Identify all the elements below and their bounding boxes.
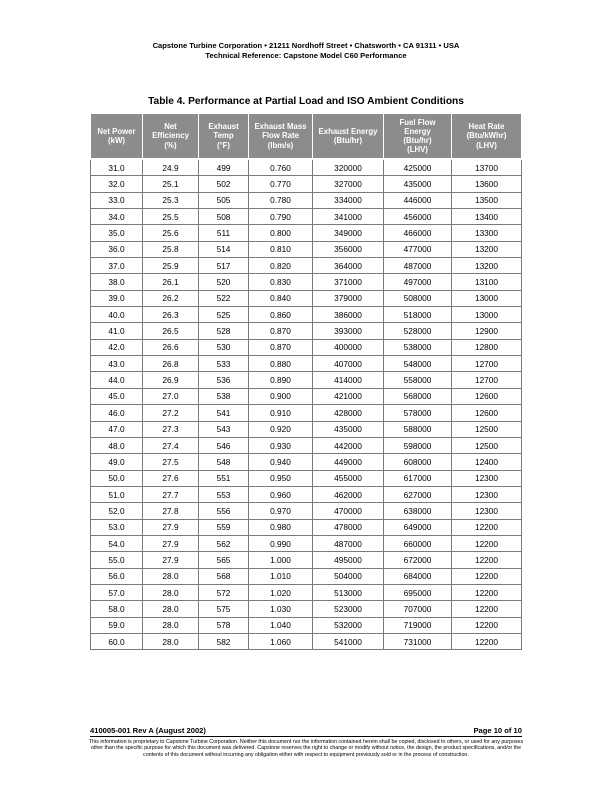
table-cell: 26.8 <box>143 356 199 372</box>
table-cell: 46.0 <box>91 405 143 421</box>
table-row <box>91 274 522 290</box>
table-cell: 400000 <box>313 339 384 355</box>
table-row <box>91 437 522 453</box>
table-cell: 504000 <box>313 568 384 584</box>
table-cell: 371000 <box>313 274 384 290</box>
table-cell: 27.9 <box>143 535 199 551</box>
table-cell: 28.0 <box>143 568 199 584</box>
table-cell: 55.0 <box>91 552 143 568</box>
table-cell: 13500 <box>452 192 522 208</box>
table-cell: 478000 <box>313 519 384 535</box>
table-cell: 508000 <box>384 290 452 306</box>
table-row <box>91 584 522 600</box>
table-cell: 26.1 <box>143 274 199 290</box>
table-cell: 47.0 <box>91 421 143 437</box>
page-header <box>0 41 612 61</box>
table-cell: 12200 <box>452 519 522 535</box>
table-cell: 12200 <box>452 617 522 633</box>
table-row <box>91 568 522 584</box>
table-cell: 517 <box>199 258 249 274</box>
table-cell: 341000 <box>313 209 384 225</box>
table-row <box>91 290 522 306</box>
column-header <box>313 114 384 159</box>
table-cell: 27.2 <box>143 405 199 421</box>
table-cell: 565 <box>199 552 249 568</box>
table-cell: 543 <box>199 421 249 437</box>
table-cell: 356000 <box>313 241 384 257</box>
column-header <box>91 114 143 159</box>
table-row <box>91 617 522 633</box>
table-cell: 334000 <box>313 192 384 208</box>
footer-divider <box>90 736 522 737</box>
table-cell: 12600 <box>452 388 522 404</box>
table-cell: 568000 <box>384 388 452 404</box>
table-cell: 428000 <box>313 405 384 421</box>
table-cell: 0.870 <box>249 323 313 339</box>
table-cell: 505 <box>199 192 249 208</box>
table-cell: 466000 <box>384 225 452 241</box>
table-cell: 12200 <box>452 633 522 649</box>
table-cell: 379000 <box>313 290 384 306</box>
table-cell: 52.0 <box>91 503 143 519</box>
table-cell: 435000 <box>384 176 452 192</box>
column-header-line: (kW) <box>108 136 125 145</box>
table-cell: 49.0 <box>91 454 143 470</box>
table-row <box>91 356 522 372</box>
table-cell: 435000 <box>313 421 384 437</box>
table-cell: 13700 <box>452 159 522 176</box>
table-cell: 638000 <box>384 503 452 519</box>
table-cell: 0.880 <box>249 356 313 372</box>
table-cell: 731000 <box>384 633 452 649</box>
table-cell: 541000 <box>313 633 384 649</box>
table-cell: 425000 <box>384 159 452 176</box>
table-cell: 13100 <box>452 274 522 290</box>
table-cell: 0.800 <box>249 225 313 241</box>
column-header <box>143 114 199 159</box>
column-header-line: (lbm/s) <box>267 140 294 150</box>
column-header-line: (LHV) <box>476 140 497 150</box>
table-row <box>91 601 522 617</box>
table-cell: 28.0 <box>143 617 199 633</box>
column-header-line: Exhaust <box>208 122 239 132</box>
table-cell: 56.0 <box>91 568 143 584</box>
table-cell: 1.060 <box>249 633 313 649</box>
table-cell: 27.9 <box>143 519 199 535</box>
table-cell: 41.0 <box>91 323 143 339</box>
table-cell: 548 <box>199 454 249 470</box>
table-cell: 1.040 <box>249 617 313 633</box>
column-header <box>199 114 249 159</box>
table-cell: 26.3 <box>143 307 199 323</box>
table-cell: 28.0 <box>143 584 199 600</box>
table-cell: 0.930 <box>249 437 313 453</box>
column-header-line: Exhaust Mass <box>254 122 307 132</box>
table-cell: 13600 <box>452 176 522 192</box>
table-cell: 50.0 <box>91 470 143 486</box>
table-row <box>91 454 522 470</box>
table-cell: 553 <box>199 486 249 502</box>
column-header-line: Temp <box>213 131 234 141</box>
table-cell: 12200 <box>452 568 522 584</box>
table-cell: 27.7 <box>143 486 199 502</box>
table-cell: 24.9 <box>143 159 199 176</box>
column-header <box>452 114 522 159</box>
table-cell: 421000 <box>313 388 384 404</box>
table-title: Table 4. Performance at Partial Load and ISO Ambient Conditions <box>148 96 464 107</box>
table-cell: 487000 <box>384 258 452 274</box>
table-cell: 0.860 <box>249 307 313 323</box>
table-cell: 0.780 <box>249 192 313 208</box>
table-row <box>91 388 522 404</box>
table-cell: 649000 <box>384 519 452 535</box>
table-cell: 562 <box>199 535 249 551</box>
column-header-line: (Btu/hr) <box>333 136 363 145</box>
table-cell: 523000 <box>313 601 384 617</box>
table-cell: 12900 <box>452 323 522 339</box>
table-row <box>91 470 522 486</box>
table-cell: 660000 <box>384 535 452 551</box>
column-header-line: Net Power <box>97 126 136 136</box>
column-header <box>384 114 452 159</box>
header-address: Capstone Turbine Corporation • 21211 Nordhoff Street • Chatsworth • CA 91311 • USA <box>152 41 460 50</box>
table-cell: 455000 <box>313 470 384 486</box>
table-cell: 536 <box>199 372 249 388</box>
table-cell: 34.0 <box>91 209 143 225</box>
table-cell: 12200 <box>452 584 522 600</box>
table-cell: 0.760 <box>249 159 313 176</box>
table-cell: 33.0 <box>91 192 143 208</box>
table-cell: 1.010 <box>249 568 313 584</box>
column-header-line: (Btu/kWhr) <box>466 131 507 141</box>
table-cell: 528000 <box>384 323 452 339</box>
table-cell: 57.0 <box>91 584 143 600</box>
table-cell: 59.0 <box>91 617 143 633</box>
table-row <box>91 519 522 535</box>
table-cell: 556 <box>199 503 249 519</box>
table-cell: 530 <box>199 339 249 355</box>
column-header <box>249 114 313 159</box>
table-row <box>91 503 522 519</box>
table-cell: 559 <box>199 519 249 535</box>
table-cell: 513000 <box>313 584 384 600</box>
table-cell: 582 <box>199 633 249 649</box>
table-cell: 31.0 <box>91 159 143 176</box>
column-header-line: Fuel Flow <box>399 117 436 127</box>
column-header-line: (LHV) <box>407 145 428 155</box>
document-id: 410005-001 Rev A (August 2002) <box>90 726 206 735</box>
table-cell: 32.0 <box>91 176 143 192</box>
table-cell: 43.0 <box>91 356 143 372</box>
table-cell: 25.9 <box>143 258 199 274</box>
table-cell: 0.840 <box>249 290 313 306</box>
table-cell: 28.0 <box>143 601 199 617</box>
table-row <box>91 241 522 257</box>
table-cell: 12200 <box>452 535 522 551</box>
table-cell: 487000 <box>313 535 384 551</box>
table-cell: 499 <box>199 159 249 176</box>
table-cell: 0.960 <box>249 486 313 502</box>
table-cell: 608000 <box>384 454 452 470</box>
table-cell: 0.940 <box>249 454 313 470</box>
table-cell: 27.4 <box>143 437 199 453</box>
table-cell: 598000 <box>384 437 452 453</box>
table-cell: 12400 <box>452 454 522 470</box>
table-cell: 568 <box>199 568 249 584</box>
table-cell: 27.9 <box>143 552 199 568</box>
table-cell: 0.950 <box>249 470 313 486</box>
table-cell: 541 <box>199 405 249 421</box>
table-cell: 695000 <box>384 584 452 600</box>
table-cell: 12700 <box>452 372 522 388</box>
table-cell: 558000 <box>384 372 452 388</box>
table-cell: 35.0 <box>91 225 143 241</box>
table-cell: 627000 <box>384 486 452 502</box>
table-cell: 27.0 <box>143 388 199 404</box>
table-cell: 28.0 <box>143 633 199 649</box>
table-cell: 12800 <box>452 339 522 355</box>
table-cell: 12300 <box>452 503 522 519</box>
table-cell: 12600 <box>452 405 522 421</box>
table-row <box>91 405 522 421</box>
table-row <box>91 209 522 225</box>
column-header-line: (Btu/hr) <box>403 136 432 145</box>
column-header-line: Flow Rate <box>262 131 299 141</box>
table-cell: 44.0 <box>91 372 143 388</box>
table-cell: 672000 <box>384 552 452 568</box>
table-cell: 719000 <box>384 617 452 633</box>
table-cell: 522 <box>199 290 249 306</box>
table-row <box>91 535 522 551</box>
table-cell: 13400 <box>452 209 522 225</box>
table-cell: 578000 <box>384 405 452 421</box>
column-header-line: Exhaust Energy <box>318 126 378 136</box>
column-header-line: Efficiency <box>152 131 189 141</box>
table-cell: 13300 <box>452 225 522 241</box>
table-cell: 578 <box>199 617 249 633</box>
table-cell: 12700 <box>452 356 522 372</box>
table-cell: 53.0 <box>91 519 143 535</box>
table-cell: 0.920 <box>249 421 313 437</box>
table-cell: 0.900 <box>249 388 313 404</box>
table-cell: 407000 <box>313 356 384 372</box>
table-cell: 617000 <box>384 470 452 486</box>
table-cell: 320000 <box>313 159 384 176</box>
table-cell: 25.8 <box>143 241 199 257</box>
table-cell: 37.0 <box>91 258 143 274</box>
table-cell: 684000 <box>384 568 452 584</box>
table-cell: 0.970 <box>249 503 313 519</box>
table-cell: 508 <box>199 209 249 225</box>
header-subtitle: Technical Reference: Capstone Model C60 Performance <box>205 51 407 60</box>
table-row <box>91 486 522 502</box>
table-cell: 26.5 <box>143 323 199 339</box>
table-cell: 1.000 <box>249 552 313 568</box>
table-row <box>91 258 522 274</box>
table-cell: 26.6 <box>143 339 199 355</box>
table-cell: 13000 <box>452 290 522 306</box>
table-cell: 528 <box>199 323 249 339</box>
column-header-line: Energy <box>404 126 431 136</box>
table-cell: 0.870 <box>249 339 313 355</box>
table-cell: 0.990 <box>249 535 313 551</box>
table-cell: 25.5 <box>143 209 199 225</box>
table-cell: 54.0 <box>91 535 143 551</box>
table-cell: 495000 <box>313 552 384 568</box>
table-cell: 13000 <box>452 307 522 323</box>
table-cell: 502 <box>199 176 249 192</box>
table-cell: 449000 <box>313 454 384 470</box>
table-cell: 39.0 <box>91 290 143 306</box>
table-cell: 26.2 <box>143 290 199 306</box>
column-header-line: Net <box>164 122 177 132</box>
column-header-line: Heat Rate <box>468 122 505 132</box>
table-cell: 51.0 <box>91 486 143 502</box>
table-cell: 12300 <box>452 486 522 502</box>
table-cell: 12500 <box>452 437 522 453</box>
table-cell: 12200 <box>452 601 522 617</box>
table-cell: 533 <box>199 356 249 372</box>
table-cell: 525 <box>199 307 249 323</box>
table-cell: 38.0 <box>91 274 143 290</box>
table-row <box>91 225 522 241</box>
column-header-line: (%) <box>164 140 177 150</box>
table-cell: 393000 <box>313 323 384 339</box>
table-row <box>91 307 522 323</box>
table-cell: 532000 <box>313 617 384 633</box>
table-cell: 518000 <box>384 307 452 323</box>
table-cell: 575 <box>199 601 249 617</box>
table-header-row <box>91 114 522 159</box>
table-row <box>91 552 522 568</box>
table-cell: 12200 <box>452 552 522 568</box>
table-cell: 462000 <box>313 486 384 502</box>
table-cell: 25.6 <box>143 225 199 241</box>
table-row <box>91 372 522 388</box>
table-cell: 0.790 <box>249 209 313 225</box>
table-cell: 12300 <box>452 470 522 486</box>
table-row <box>91 421 522 437</box>
table-cell: 349000 <box>313 225 384 241</box>
table-row <box>91 339 522 355</box>
table-cell: 0.910 <box>249 405 313 421</box>
table-cell: 520 <box>199 274 249 290</box>
table-cell: 497000 <box>384 274 452 290</box>
table-cell: 1.030 <box>249 601 313 617</box>
table-row <box>91 159 522 176</box>
table-cell: 514 <box>199 241 249 257</box>
table-cell: 0.890 <box>249 372 313 388</box>
table-cell: 0.830 <box>249 274 313 290</box>
table-cell: 0.980 <box>249 519 313 535</box>
table-cell: 27.8 <box>143 503 199 519</box>
table-cell: 511 <box>199 225 249 241</box>
table-cell: 538000 <box>384 339 452 355</box>
table-cell: 25.3 <box>143 192 199 208</box>
table-cell: 25.1 <box>143 176 199 192</box>
table-cell: 42.0 <box>91 339 143 355</box>
table-cell: 27.5 <box>143 454 199 470</box>
table-cell: 538 <box>199 388 249 404</box>
table-cell: 0.820 <box>249 258 313 274</box>
table-row <box>91 192 522 208</box>
table-cell: 548000 <box>384 356 452 372</box>
table-row <box>91 176 522 192</box>
table-row <box>91 323 522 339</box>
table-cell: 48.0 <box>91 437 143 453</box>
table-cell: 386000 <box>313 307 384 323</box>
table-cell: 0.770 <box>249 176 313 192</box>
table-cell: 13200 <box>452 258 522 274</box>
table-cell: 707000 <box>384 601 452 617</box>
table-cell: 1.020 <box>249 584 313 600</box>
table-cell: 546 <box>199 437 249 453</box>
table-row <box>91 633 522 649</box>
table-cell: 27.6 <box>143 470 199 486</box>
footer-disclaimer: This information is proprietary to Capstone Turbine Corporation. Neither this document nor the information contained herein shall be copied, disclosed to others, or used for any purposes other than the specific purpose for which this document was delivered. Capstone reserves the right to change or modify without notice, the design, the product specifications, and/or the contents of this document without incurring any obligation either with respect to equipment previously sold or in the process of construction. <box>88 739 524 758</box>
table-cell: 364000 <box>313 258 384 274</box>
table-cell: 446000 <box>384 192 452 208</box>
table-cell: 572 <box>199 584 249 600</box>
table-cell: 13200 <box>452 241 522 257</box>
performance-table <box>90 114 522 650</box>
table-cell: 588000 <box>384 421 452 437</box>
table-cell: 45.0 <box>91 388 143 404</box>
table-cell: 12500 <box>452 421 522 437</box>
table-cell: 26.9 <box>143 372 199 388</box>
table-cell: 551 <box>199 470 249 486</box>
table-cell: 456000 <box>384 209 452 225</box>
table-cell: 0.810 <box>249 241 313 257</box>
table-cell: 36.0 <box>91 241 143 257</box>
column-header-line: (°F) <box>216 140 231 150</box>
table-cell: 327000 <box>313 176 384 192</box>
table-cell: 60.0 <box>91 633 143 649</box>
table-cell: 58.0 <box>91 601 143 617</box>
page-number: Page 10 of 10 <box>473 726 522 735</box>
table-cell: 477000 <box>384 241 452 257</box>
table-cell: 470000 <box>313 503 384 519</box>
table-cell: 27.3 <box>143 421 199 437</box>
table-cell: 40.0 <box>91 307 143 323</box>
table-cell: 414000 <box>313 372 384 388</box>
table-cell: 442000 <box>313 437 384 453</box>
